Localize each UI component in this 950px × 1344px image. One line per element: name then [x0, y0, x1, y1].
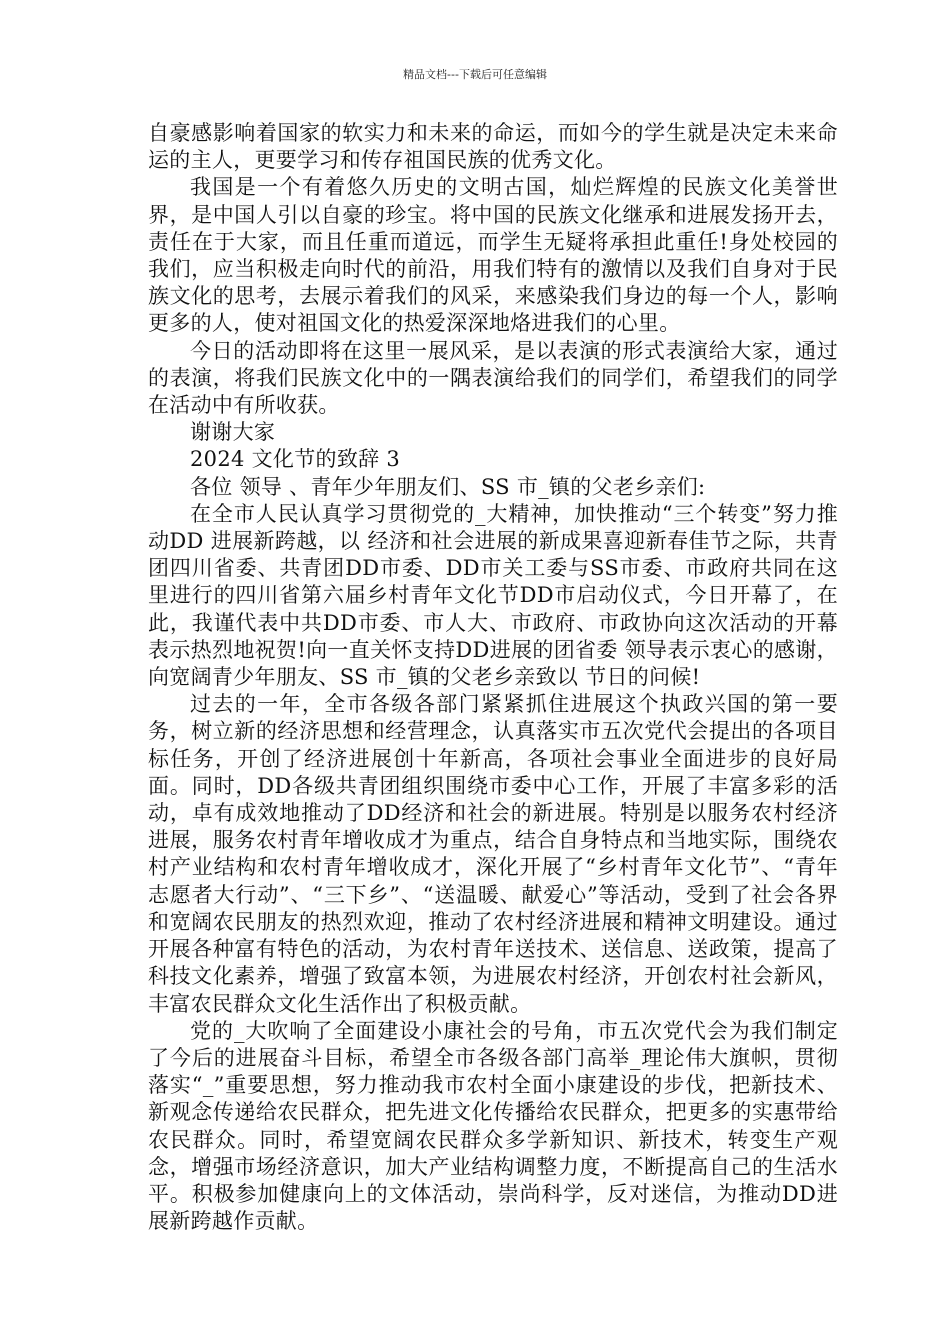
- paragraph-opening: 在全市人民认真学习贯彻党的_大精神，加快推动“三个转变”努力推动DD 进展新跨越，以 经济和社会进展的新成果喜迎新春佳节之际，共青团四川省委、共青团DD市委、DD市关工委与SS市委、市政府共同在这里进行的四川省第六届乡村青年文化节DD市启动仪式，今日开幕了，在此，我谨代表中共DD市委、市人大、市政府、市政协向这次活动的开幕表示热烈地祝贺!向一直关怀支持DD进展的团省委 领导表示衷心的感谢，向宽阔青少年朋友、SS 市_镇的父老乡亲致以 节日的问候!: [148, 501, 838, 690]
- page-header: 精品文档---下载后可任意编辑: [403, 68, 547, 81]
- paragraph-pride-continued: 自豪感影响着国家的软实力和未来的命运，而如今的学生就是决定未来命运的主人，更要学习和传存祖国民族的优秀文化。: [148, 121, 838, 173]
- thanks-line: 谢谢大家: [190, 420, 276, 445]
- salutation: 各位 领导 、青年少年朋友们、SS 市_镇的父老乡亲们:: [190, 474, 706, 499]
- paragraph-future: 党的_大吹响了全面建设小康社会的号角，市五次党代会为我们制定了今后的进展奋斗目标，希望全市各级各部门高举_理论伟大旗帜，贯彻落实“_”重要思想，努力推动我市农村全面小康建设的步伐，把新技术、新观念传递给农民群众，把先进文化传播给农民群众，把更多的实惠带给农民群众。同时，希望宽阔农民群众多学新知识、新技术，转变生产观念，增强市场经济意识，加大产业结构调整力度，不断提高自己的生活水平。积极参加健康向上的文体活动，崇尚科学，反对迷信，为推动DD进展新跨越作贡献。: [148, 1018, 838, 1234]
- paragraph-activity: 今日的活动即将在这里一展风采，是以表演的形式表演给大家，通过的表演，将我们民族文化中的一隅表演给我们的同学们，希望我们的同学在活动中有所收获。: [148, 338, 838, 418]
- section-title: 2024 文化节的致辞 3: [190, 447, 401, 472]
- paragraph-civilization: 我国是一个有着悠久历史的文明古国，灿烂辉煌的民族文化美誉世界，是中国人引以自豪的珍宝。将中国的民族文化继承和进展发扬开去，责任在于大家，而且任重而道远，而学生无疑将承担此重任!身处校园的我们，应当积极走向时代的前沿，用我们特有的激情以及我们自身对于民族文化的思考，去展示着我们的风采，来感染我们身边的每一个人，影响更多的人，使对祖国文化的热爱深深地烙进我们的心里。: [148, 175, 838, 336]
- document-body: [148, 120, 838, 1235]
- paragraph-past-year: 过去的一年，全市各级各部门紧紧抓住进展这个执政兴国的第一要务，树立新的经济思想和经营理念，认真落实市五次党代会提出的各项目标任务，开创了经济进展创十年新高，各项社会事业全面进步的良好局面。同时，DD各级共青团组织围绕市委中心工作，开展了丰富多彩的活动，卓有成效地推动了DD经济和社会的新进展。特别是以服务农村经济进展，服务农村青年增收成才为重点，结合自身特点和当地实际，围绕农村产业结构和农村青年增收成才，深化开展了“乡村青年文化节”、“青年志愿者大行动”、“三下乡”、“送温暖、献爱心”等活动，受到了社会各界和宽阔农民朋友的热烈欢迎，推动了农村经济进展和精神文明建设。通过开展各种富有特色的活动，为农村青年送技术、送信息、送政策，提高了科技文化素养，增强了致富本领，为进展农村经济，开创农村社会新风，丰富农民群众文化生活作出了积极贡献。: [148, 692, 838, 1016]
